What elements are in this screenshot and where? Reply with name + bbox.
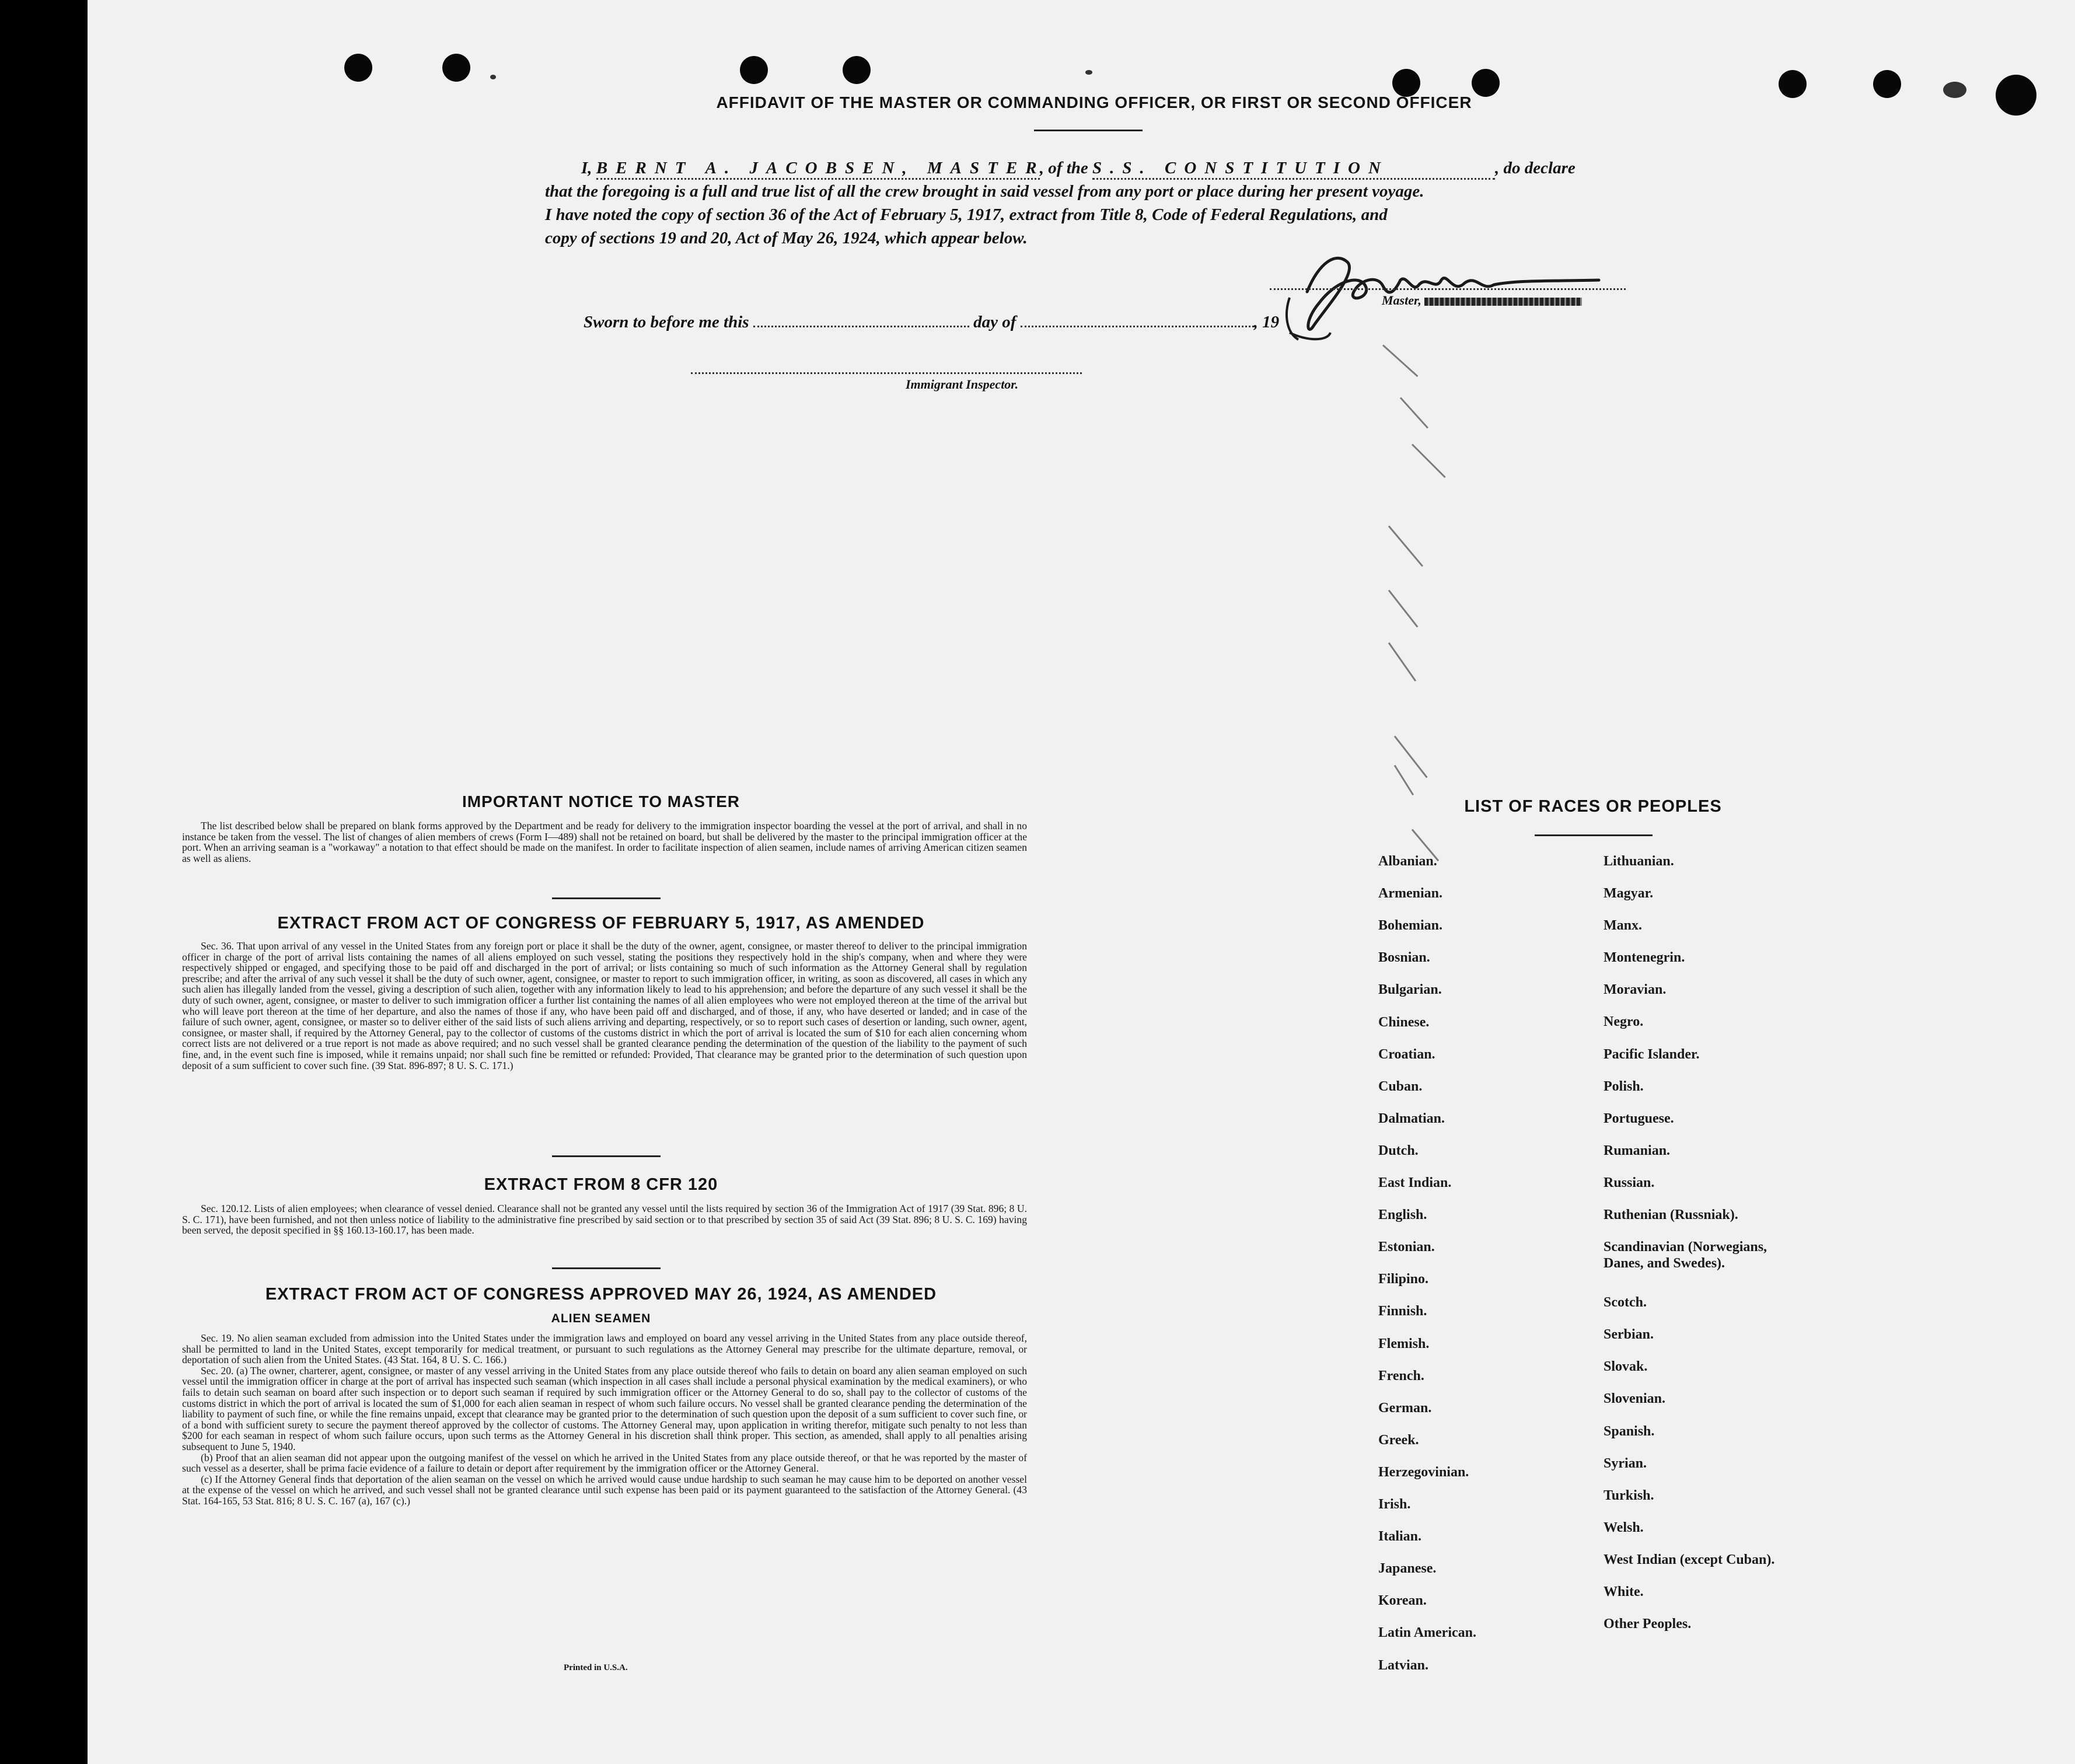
sec20c-paragraph: (c) If the Attorney General finds that deportation of the alien seaman on the vessel on which he arrived would cause undue hardship to such seaman he may cause him to be deported on another vessel at the expense of the vessel on which he arrived, and such vessel shall not be granted clearance until such expense has been paid or its payment guaranteed to the satisfaction of the Attorney General. (43 Stat. 164-165, 53 Stat. 816; 8 U. S. C. 167 (a), 167 (c).) bbox=[182, 1473, 1027, 1507]
extract-cfr-text bbox=[182, 1203, 1027, 1236]
extract-cfr-paragraph: Sec. 120.12. Lists of alien employees; when clearance of vessel denied. Clearance shall not be granted any vessel until the lists required by section 36 of the Immigration Act of 1917 (39 Stat. 896; 8 U. S. C. 171), have been furnished, and not then unless notice of liability to the administrative fine prescribed by said section or to that prescribed by section 35 of said Act (39 Stat. 896; 8 U. S. C. 169) having been served, the deposit specified in §§ 160.13-160.17, has been made. bbox=[182, 1203, 1027, 1236]
race-item: West Indian (except Cuban). bbox=[1604, 1552, 1775, 1567]
race-item: Greek. bbox=[1378, 1433, 1419, 1448]
race-item: Moravian. bbox=[1604, 982, 1667, 997]
race-item: White. bbox=[1604, 1584, 1644, 1599]
race-item: Herzegovinian. bbox=[1378, 1465, 1469, 1480]
affidavit-title: AFFIDAVIT OF THE MASTER OR COMMANDING OFFICER, OR FIRST OR SECOND OFFICER bbox=[716, 93, 1472, 111]
master-name-field[interactable] bbox=[596, 159, 1045, 180]
punch-hole bbox=[344, 54, 372, 82]
punch-hole bbox=[1996, 75, 2036, 116]
affidavit-line-3: I have noted the copy of section 36 of the Act of February 5, 1917, extract from Title 8, Code of Federal Regulations, and bbox=[545, 205, 1388, 224]
race-item: Korean. bbox=[1378, 1593, 1427, 1608]
pronoun-text: I, bbox=[581, 159, 592, 177]
race-item: Japanese. bbox=[1378, 1561, 1437, 1576]
notice-paragraph: The list described below shall be prepared on blank forms approved by the Department and be ready for delivery to the immigration inspector boarding the vessel at the port of arrival, and shall in no instance be taken from the vessel. The list of changes of alien members of crews (Form I—489) shall not be retained on board, but shall be delivered by the master to the principal immigration officer at the port. When an arriving seaman is a "workaway" a notation to that effect should be made on the manifest. In order to facilitate inspection of alien seamen, include names of arriving American citizen seamen as well as aliens. bbox=[182, 820, 1027, 864]
punch-hole bbox=[740, 56, 768, 84]
day-of-text: day of bbox=[973, 313, 1016, 331]
races-underline bbox=[1535, 834, 1653, 836]
struck-title bbox=[1424, 298, 1582, 306]
race-item: Rumanian. bbox=[1604, 1143, 1671, 1158]
race-item: Serbian. bbox=[1604, 1327, 1654, 1342]
race-item: Scotch. bbox=[1604, 1295, 1647, 1310]
signature-line bbox=[1270, 288, 1626, 290]
race-item: Negro. bbox=[1604, 1014, 1644, 1029]
race-item: East Indian. bbox=[1378, 1175, 1452, 1190]
section-divider bbox=[552, 897, 661, 899]
of-the-text: , of the bbox=[1039, 159, 1088, 177]
race-item: German. bbox=[1378, 1400, 1432, 1416]
race-item: English. bbox=[1378, 1207, 1427, 1222]
race-item: Dalmatian. bbox=[1378, 1111, 1445, 1126]
sworn-line bbox=[584, 313, 1279, 332]
master-signature bbox=[1272, 239, 1611, 344]
race-item: Bohemian. bbox=[1378, 918, 1443, 933]
race-item: Croatian. bbox=[1378, 1047, 1435, 1062]
sworn-prefix: Sworn to before me this bbox=[584, 313, 749, 331]
year-prefix: , 19 bbox=[1253, 313, 1280, 331]
race-item: Portuguese. bbox=[1604, 1111, 1674, 1126]
extract-1917-title: EXTRACT FROM ACT OF CONGRESS OF FEBRUARY 5, 1917, AS AMENDED bbox=[277, 914, 925, 932]
race-item: Montenegrin. bbox=[1604, 950, 1685, 965]
race-item: Irish. bbox=[1378, 1497, 1411, 1512]
sworn-month-field[interactable] bbox=[1021, 313, 1254, 327]
sworn-date-field[interactable] bbox=[753, 313, 969, 327]
race-item: French. bbox=[1378, 1368, 1424, 1384]
race-item: Pacific Islander. bbox=[1604, 1047, 1700, 1062]
vessel-name-field[interactable] bbox=[1092, 159, 1495, 180]
affidavit-line-4: copy of sections 19 and 20, Act of May 26, 1924, which appear below. bbox=[545, 229, 1028, 247]
race-item: Bosnian. bbox=[1378, 950, 1430, 965]
sec19-paragraph: Sec. 19. No alien seaman excluded from admission into the United States under the immigration laws and employed on board any vessel arriving in the United States from any place outside thereof, shall be permitted to land in the United States, except temporarily for medical treatment, or pursuant to such regulations as the Attorney General may prescribe for the ultimate departure, removal, or deportation of such alien from the United States. (43 Stat. 164, 8 U. S. C. 166.) bbox=[182, 1332, 1027, 1366]
notice-text bbox=[182, 820, 1027, 864]
races-title: LIST OF RACES OR PEOPLES bbox=[1464, 797, 1722, 816]
sec20a-paragraph: Sec. 20. (a) The owner, charterer, agent, consignee, or master of any vessel arriving in the United States from any place outside thereof who fails to detain on board any alien seaman employed on such vessel until the immigration officer in charge at the port of arrival has inspected such seaman (which inspection in all cases shall include a personal physical examination by the medical examiners), or who fails to detain such seaman on board after such inspection or to deport such seaman if required by such immigration officer or the Attorney General to do so, shall pay to the collector of customs of the customs district in which the port of arrival is located the sum of $1,000 for each alien seaman in respect of whom such failure occurs. No vessel shall be granted clearance pending the determination of the liability to payment of such fine, or while the fine remains unpaid, except that clearance may be granted prior to the determination of such question upon the deposit of a sum sufficient to cover such fine, or of a bond with sufficient surety to secure the payment thereof approved by the collector of customs. The Attorney General may, upon application in writing therefor, mitigate such penalty to not less than $200 for each seaman in respect of whom such failure occurs, upon such terms as the Attorney General in his discretion shall think proper. This section, as amended, shall apply to all penalties arising subsequent to June 5, 1940. bbox=[182, 1364, 1027, 1452]
extract-1924-text bbox=[182, 1333, 1027, 1507]
race-item: Albanian. bbox=[1378, 854, 1437, 869]
race-item: Lithuanian. bbox=[1604, 854, 1674, 869]
race-item: Latvian. bbox=[1378, 1658, 1429, 1673]
race-item: Scandinavian (Norwegians, Danes, and Swedes). bbox=[1604, 1239, 1767, 1271]
race-item: Flemish. bbox=[1378, 1336, 1430, 1351]
master-caption: Master, bbox=[1382, 293, 1421, 308]
alien-seamen-subtitle: ALIEN SEAMEN bbox=[551, 1312, 651, 1325]
race-item: Polish. bbox=[1604, 1079, 1644, 1094]
extract-cfr-title: EXTRACT FROM 8 CFR 120 bbox=[484, 1175, 718, 1194]
race-item: Chinese. bbox=[1378, 1015, 1430, 1030]
race-item: Filipino. bbox=[1378, 1272, 1429, 1287]
section-divider bbox=[552, 1155, 661, 1157]
notice-title: IMPORTANT NOTICE TO MASTER bbox=[462, 792, 740, 811]
extract-1917-paragraph: Sec. 36. That upon arrival of any vessel in the United States from any foreign port or place it shall be the duty of the owner, agent, consignee, or master thereof to deliver to the principal immigration officer in charge of the port of arrival lists containing the names of all aliens employed on such vessel, stating the positions they respectively hold in the ship's company, when and where they were respectively shipped or engaged, and specifying those to be paid off and discharged in the port of arrival; or lists containing so much of such information as the Attorney General shall by regulation prescribe; and after the arrival of any such vessel it shall be the duty of such owner, agent, consignee, or master to report to such immigration officer, in writing, as soon as discovered, all cases in which any such alien has illegally landed from the vessel, giving a description of such alien, together with any information likely to lead to his apprehension; and before the departure of any such vessel it shall be the duty of such owner, agent, consignee, or master to deliver to such immigration officer a further list containing the names of all alien employees who were not employed thereon at the time of the arrival but who will leave port thereon at the time of her departure, and also the names of those if any, who have been paid off and discharged, and of those, if any, who have deserted or landed; and in case of the failure of such owner, agent, consignee, or master so to deliver either of the said lists of such aliens arriving and departing, respectively, or so to report such cases of desertion or landing, such owner, agent, consignee, or master shall, if required by the Attorney General, pay to the collector of customs of the customs district in which the port of arrival is located the sum of $10 for each alien concerning whom correct lists are not delivered or a true report is not made as above required; and no such vessel shall be granted clearance pending the determination of the question of the liability to the payment of such fine, and, in the event such fine is imposed, while it remains unpaid; nor shall such fine be remitted or refunded: Provided, That clearance may be granted prior to the determination of such question upon deposit of a sum sufficient to cover such fine. (39 Stat. 896-897; 8 U. S. C. 171.) bbox=[182, 940, 1027, 1071]
affidavit-line-2: that the foregoing is a full and true list of all the crew brought in said vessel from any port or place during her present voyage. bbox=[545, 182, 1424, 201]
signature-caption bbox=[1382, 293, 1582, 308]
punch-hole bbox=[1873, 70, 1901, 98]
race-item: Bulgarian. bbox=[1378, 982, 1442, 997]
extract-1924-title: EXTRACT FROM ACT OF CONGRESS APPROVED MAY 26, 1924, AS AMENDED bbox=[265, 1285, 937, 1304]
race-item: Estonian. bbox=[1378, 1239, 1435, 1255]
race-item: Armenian. bbox=[1378, 886, 1442, 901]
title-underline bbox=[1034, 130, 1143, 131]
race-item: Slovenian. bbox=[1604, 1391, 1666, 1406]
extract-1917-text bbox=[182, 941, 1027, 1071]
vessel-name-value: S.S. CONSTITUTION bbox=[1092, 159, 1389, 177]
race-item: Turkish. bbox=[1604, 1488, 1654, 1503]
master-name-value: BERNT A. JACOBSEN, MASTER bbox=[596, 159, 1045, 177]
race-item: Cuban. bbox=[1378, 1079, 1423, 1094]
ink-spot bbox=[1085, 70, 1092, 75]
do-declare-text: , do declare bbox=[1495, 159, 1576, 177]
ink-spot bbox=[490, 75, 496, 79]
race-item: Other Peoples. bbox=[1604, 1616, 1692, 1632]
inspector-signature-line bbox=[691, 372, 1082, 374]
race-item: Italian. bbox=[1378, 1529, 1422, 1544]
punch-hole bbox=[1472, 69, 1500, 97]
race-item: Slovak. bbox=[1604, 1359, 1648, 1374]
race-item: Spanish. bbox=[1604, 1424, 1655, 1439]
race-item: Finnish. bbox=[1378, 1304, 1427, 1319]
ink-spot bbox=[1943, 82, 1966, 98]
race-item: Dutch. bbox=[1378, 1143, 1419, 1158]
race-item: Russian. bbox=[1604, 1175, 1655, 1190]
punch-hole bbox=[843, 56, 871, 84]
inspector-caption: Immigrant Inspector. bbox=[906, 377, 1019, 392]
sec20b-paragraph: (b) Proof that an alien seaman did not appear upon the outgoing manifest of the vessel on which he arrived in the United States from any place outside thereof, or that he was reported by the master of such vessel as a deserter, shall be prima facie evidence of a failure to detain or deport after requirement by the immigration officer or the Attorney General. bbox=[182, 1451, 1027, 1475]
race-item: Manx. bbox=[1604, 918, 1642, 933]
race-item: Latin American. bbox=[1378, 1625, 1476, 1640]
affidavit-line-1 bbox=[581, 159, 1576, 180]
race-item: Syrian. bbox=[1604, 1456, 1647, 1471]
punch-hole bbox=[1392, 69, 1420, 97]
punch-hole bbox=[442, 54, 470, 82]
punch-hole bbox=[1779, 70, 1807, 98]
printed-in-usa: Printed in U.S.A. bbox=[564, 1663, 628, 1672]
race-item: Ruthenian (Russniak). bbox=[1604, 1207, 1738, 1222]
race-item: Magyar. bbox=[1604, 886, 1654, 901]
section-divider bbox=[552, 1267, 661, 1269]
race-item: Welsh. bbox=[1604, 1520, 1644, 1535]
